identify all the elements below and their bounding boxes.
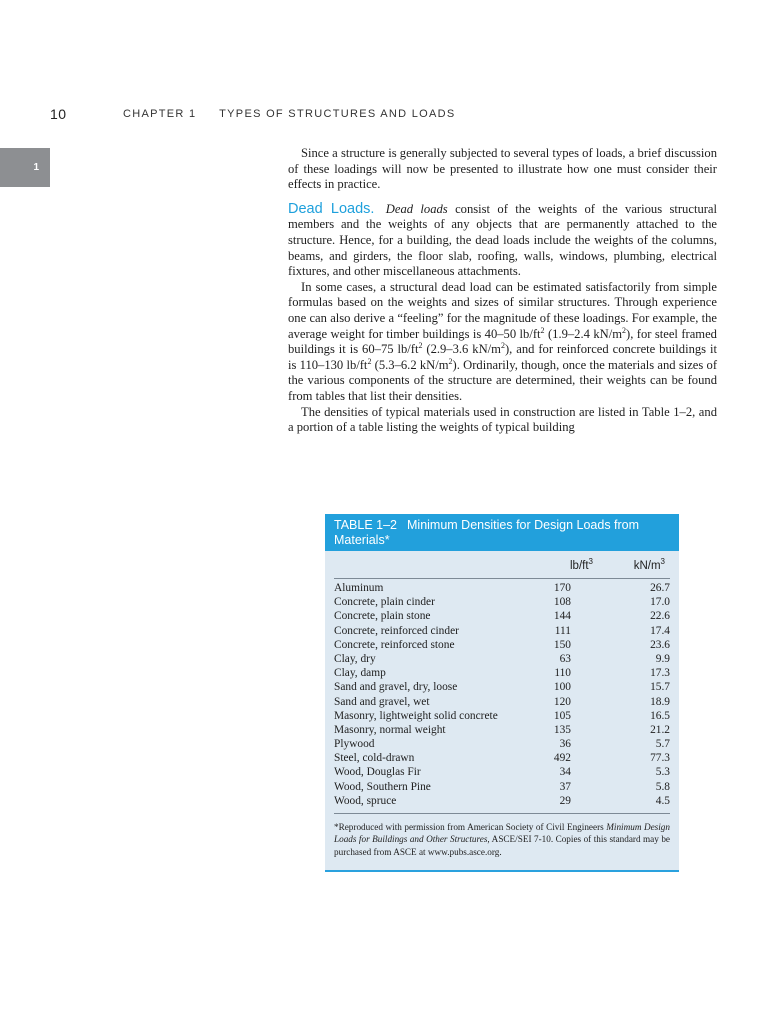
kn-m3-cell: 26.7: [650, 582, 670, 594]
table-row: [334, 638, 670, 652]
dead-loads-text: consist of the weights of the various structural members and the weights of any objects that are permanently attached to the structure. Hence, for a building, the dead loads include the weights of the columns, beams, and girders, the floor slab, roofing, walls, windows, plumbing, electrical fixtures, and other miscellaneous attachments.: [288, 201, 718, 279]
table-row: [334, 780, 670, 794]
material-cell: Masonry, normal weight: [334, 723, 446, 736]
material-cell: Sand and gravel, wet: [334, 695, 430, 708]
kn-m3-cell: 22.6: [650, 610, 670, 623]
material-cell: Aluminum: [334, 582, 384, 594]
table-footnote: *Reproduced with permission from American Society of Civil Engineers Minimum Design Loads for Buildings and Other Structures, ASCE/SEI 7-10. Copies of this standard may be purchased from ASCE at www.pubs.asce.org.: [334, 822, 670, 857]
kn-m3-cell: 18.9: [650, 695, 670, 708]
table-row: [334, 751, 670, 765]
table-row: [334, 737, 670, 751]
table-row: [334, 723, 670, 737]
kn-m3-cell: 77.3: [650, 752, 670, 765]
material-cell: Concrete, plain cinder: [334, 596, 435, 609]
lb-ft3-cell: 36: [559, 738, 571, 751]
lb-ft3-cell: 170: [553, 582, 571, 594]
table-row: [334, 695, 670, 709]
kn-m3-cell: 17.4: [650, 624, 670, 637]
lb-ft3-cell: 144: [553, 610, 571, 623]
kn-m3-cell: 5.3: [655, 766, 670, 779]
chapter-side-tab: 1: [0, 148, 50, 187]
lb-ft3-cell: 100: [553, 681, 571, 694]
material-cell: Clay, dry: [334, 652, 376, 665]
kn-m3-cell: 9.9: [655, 652, 670, 665]
lb-ft3-cell: 108: [553, 596, 571, 609]
lb-ft3-cell: 111: [554, 624, 571, 637]
intro-paragraph: Since a structure is generally subjected to several types of loads, a brief discussion of these loadings will now be presented to illustrate how one must consider their effects in practice.: [288, 146, 717, 192]
kn-m3-cell: 17.3: [650, 667, 670, 680]
material-cell: Wood, Southern Pine: [334, 780, 431, 793]
kn-m3-cell: 16.5: [650, 709, 670, 722]
lb-ft3-cell: 135: [553, 723, 571, 736]
kn-m3-cell: 4.5: [655, 794, 670, 807]
dead-loads-paragraph: [288, 202, 717, 280]
material-cell: Concrete, reinforced stone: [334, 638, 455, 651]
table-number: TABLE 1–2: [334, 518, 398, 532]
table-row: [334, 652, 670, 666]
densities-table: [325, 514, 679, 872]
kn-m3-cell: 17.0: [650, 596, 670, 609]
table-row: [334, 765, 670, 779]
table-rows: [334, 581, 670, 808]
column-header-kn-m3: $kN/m^3$: [633, 557, 665, 572]
lb-ft3-cell: 492: [553, 752, 571, 765]
table-row: [334, 609, 670, 623]
material-cell: Wood, Douglas Fir: [334, 766, 421, 779]
running-header: [123, 108, 456, 120]
table-row: [334, 794, 670, 808]
column-header-lb-ft3: $lb/ft^3$: [570, 557, 593, 572]
section-heading-dead-loads: Dead Loads.: [288, 200, 375, 217]
kn-m3-cell: 15.7: [650, 681, 670, 694]
lb-ft3-cell: 34: [559, 766, 571, 779]
material-cell: Steel, cold-drawn: [334, 752, 415, 765]
material-cell: Masonry, lightweight solid concrete: [334, 709, 498, 722]
estimation-paragraph: In some cases, a structural dead load can be estimated satisfactorily from simple formulas based on the weights and sizes of similar structures. Through experience one can also derive a “feeling” for the magnitude of these loadings. For example, the average weight for timber buildings is 40–50 $lb/ft^2$ (1.9–2.4 $kN/m^2$), for steel framed buildings it is 60–75 $lb/ft^2$ (2.9–3.6 $kN/m^2$), and for reinforced concrete buildings it is 110–130 $lb/ft^2$ (5.3–6.2 $kN/m^2$). Ordinarily, though, once the materials and sizes of the various components of the structure are determined, their weights can be found from tables that list their densities.: [288, 279, 718, 403]
table-caption: Minimum Densities for Design Loads from Materials*: [334, 518, 640, 547]
kn-m3-cell: 5.8: [655, 780, 670, 793]
table-row: [334, 680, 670, 694]
dead-loads-term: Dead loads: [385, 201, 448, 216]
lb-ft3-cell: 110: [554, 667, 571, 680]
densities-paragraph: The densities of typical materials used in construction are listed in Table 1–2, and a portion of a table listing the weights of typical building: [288, 404, 717, 435]
material-cell: Plywood: [334, 738, 375, 751]
lb-ft3-cell: 63: [559, 652, 571, 665]
lb-ft3-cell: 37: [559, 780, 571, 793]
table-title: [325, 514, 679, 551]
table-row: [334, 666, 670, 680]
table-row: [334, 595, 670, 609]
chapter-title: TYPES OF STRUCTURES AND LOADS: [219, 108, 456, 120]
material-cell: Sand and gravel, dry, loose: [334, 681, 458, 694]
kn-m3-cell: 21.2: [650, 723, 670, 736]
kn-m3-cell: 5.7: [655, 738, 670, 751]
lb-ft3-cell: 150: [553, 638, 571, 651]
kn-m3-cell: 23.6: [650, 638, 670, 651]
table-row: [334, 709, 670, 723]
material-cell: Concrete, plain stone: [334, 610, 431, 623]
table-rule-bottom: [334, 813, 670, 814]
table-rule-top: [334, 578, 670, 579]
material-cell: Concrete, reinforced cinder: [334, 624, 459, 637]
body-text: [288, 146, 717, 436]
material-cell: Clay, damp: [334, 667, 386, 680]
material-cell: Wood, spruce: [334, 794, 397, 807]
table-row: [334, 581, 670, 595]
table-row: [334, 624, 670, 638]
lb-ft3-cell: 105: [553, 709, 571, 722]
chapter-label: CHAPTER 1: [123, 108, 197, 120]
lb-ft3-cell: 120: [553, 695, 571, 708]
lb-ft3-cell: 29: [559, 794, 571, 807]
page-number: 10: [50, 106, 67, 122]
